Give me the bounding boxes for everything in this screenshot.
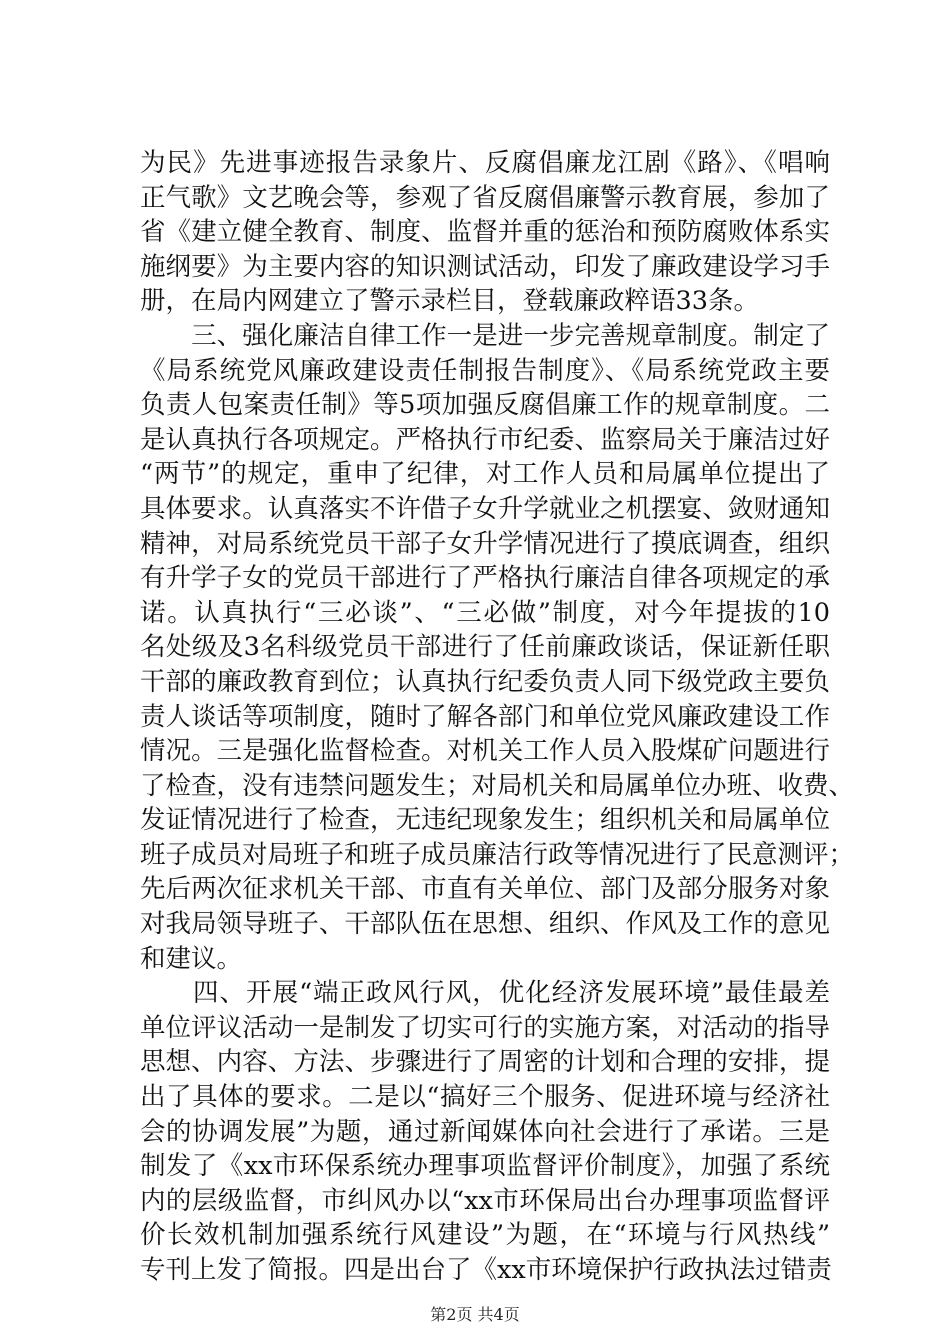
text-line: 干部的廉政教育到位；认真执行纪委负责人同下级党政主要负 [140, 666, 830, 697]
text-line: 《局系统党风廉政建设责任制报告制度》、《局系统党政主要 [140, 355, 830, 386]
text-line: 会的协调发展”为题，通过新闻媒体向社会进行了承诺。三是 [140, 1116, 830, 1147]
text-line: 发证情况进行了检查，无违纪现象发生；组织机关和局属单位 [140, 805, 830, 836]
text-line: 精神，对局系统党员干部子女升学情况进行了摸底调查，组织 [140, 528, 830, 559]
text-line: 对我局领导班子、干部队伍在思想、组织、作风及工作的意见 [140, 909, 830, 940]
text-line: 为民》先进事迹报告录象片、反腐倡廉龙江剧《路》、《唱响 [140, 148, 830, 178]
text-line: 诺。认真执行“三必谈”、“三必做”制度，对今年提拔的10 [140, 597, 830, 628]
text-line: 施纲要》为主要内容的知识测试活动，印发了廉政建设学习手 [140, 251, 830, 282]
text-line: 名处级及3名科级党员干部进行了任前廉政谈话，保证新任职 [140, 632, 830, 663]
text-line: 册，在局内网建立了警示录栏目，登载廉政粹语33条。 [140, 286, 759, 317]
text-line: 省《建立健全教育、制度、监督并重的惩治和预防腐败体系实 [140, 217, 830, 248]
text-line: 责人谈话等项制度，随时了解各部门和单位党风廉政建设工作 [140, 701, 830, 732]
text-line: “两节”的规定，重申了纪律，对工作人员和局属单位提出了 [140, 459, 830, 490]
text-line: 思想、内容、方法、步骤进行了周密的计划和合理的安排，提 [140, 1047, 830, 1078]
text-line: 负责人包案责任制》等5项加强反腐倡廉工作的规章制度。二 [140, 390, 830, 421]
text-line: 内的层级监督，市纠风办以“xx市环保局出台办理事项监督评 [140, 1185, 830, 1216]
page-footer: 第2页 共4页 [430, 1305, 520, 1324]
text-line: 有升学子女的党员干部进行了严格执行廉洁自律各项规定的承 [140, 563, 830, 594]
text-line: 班子成员对局班子和班子成员廉洁行政等情况进行了民意测评； [140, 839, 855, 870]
document-body [140, 146, 855, 1288]
text-line: 单位评议活动一是制发了切实可行的实施方案，对活动的指导 [140, 1012, 830, 1043]
text-line: 专刊上发了简报。四是出台了《xx市环境保护行政执法过错责 [140, 1255, 832, 1285]
text-line: 具体要求。认真落实不许借子女升学就业之机摆宴、敛财通知 [140, 493, 830, 524]
text-line: 先后两次征求机关干部、市直有关单位、部门及部分服务对象 [140, 874, 830, 905]
text-line: 了检查，没有违禁问题发生；对局机关和局属单位办班、收费、 [140, 770, 855, 801]
text-line: 出了具体的要求。二是以“搞好三个服务、促进环境与经济社 [140, 1082, 830, 1113]
text-line: 三、强化廉洁自律工作一是进一步完善规章制度。制定了 [140, 320, 830, 351]
text-line: 情况。三是强化监督检查。对机关工作人员入股煤矿问题进行 [140, 736, 830, 767]
text-line: 是认真执行各项规定。严格执行市纪委、监察局关于廉洁过好 [140, 424, 830, 455]
text-line: 制发了《xx市环保系统办理事项监督评价制度》，加强了系统 [140, 1151, 830, 1182]
text-line: 价长效机制加强系统行风建设”为题，在“环境与行风热线” [140, 1220, 830, 1251]
text-line: 正气歌》文艺晚会等，参观了省反腐倡廉警示教育展，参加了 [140, 182, 830, 213]
text-line: 和建议。 [140, 943, 243, 974]
text-line: 四、开展“端正政风行风，优化经济发展环境”最佳最差 [140, 978, 830, 1009]
